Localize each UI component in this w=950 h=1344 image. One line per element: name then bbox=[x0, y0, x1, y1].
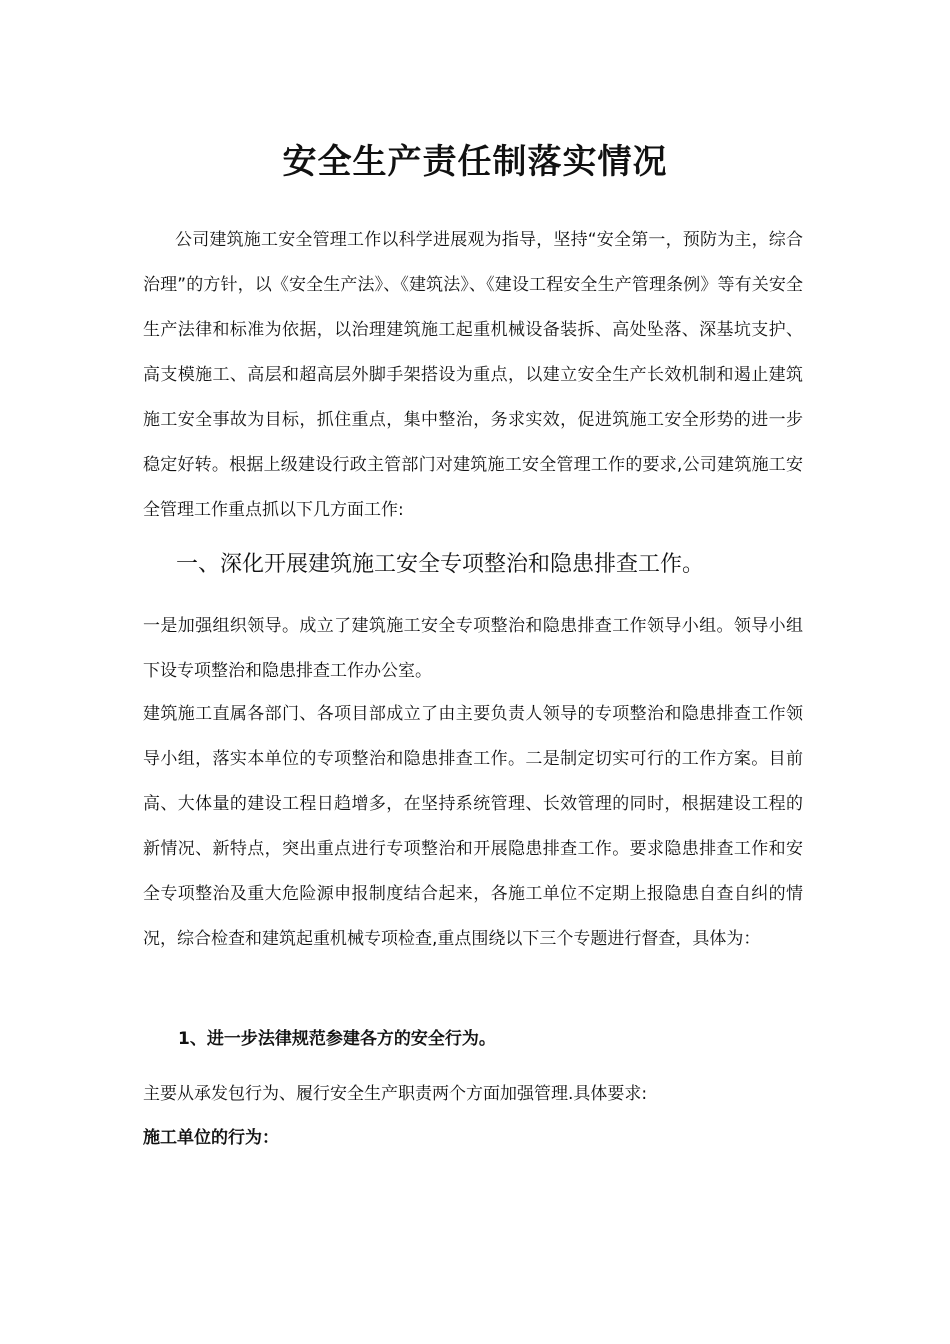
construction-unit-label: 施工单位的行为： bbox=[143, 1128, 279, 1148]
paragraph-requirements: 主要从承发包行为、履行安全生产职责两个方面加强管理.具体要求: bbox=[143, 1084, 648, 1104]
intro-paragraph: 公司建筑施工安全管理工作以科学进展观为指导，坚持“安全第一，预防为主，综合治理”的方针，以《安全生产法》、《建筑法》、《建设工程安全生产管理条例》等有关安全生产法律和标准为依据，以治理建筑施工起重机械设备装拆、高处坠落、深基坑支护、高支模施工、高层和超高层外脚手架搭设为重点，以建立安全生产长效机制和遏止建筑施工安全事故为目标，抓住重点，集中整治，务求实效，促进筑施工安全形势的进一步稳定好转。根据上级建设行政主管部门对建筑施工安全管理工作的要求,公司建筑施工安全管理工作重点抓以下几方面工作: bbox=[143, 230, 803, 520]
paragraph-work-plan: 建筑施工直属各部门、各项目部成立了由主要负责人领导的专项整治和隐患排查工作领导小组，落实本单位的专项整治和隐患排查工作。二是制定切实可行的工作方案。目前高、大体量的建设工程日趋增多，在坚持系统管理、长效管理的同时，根据建设工程的新情况、新特点，突出重点进行专项整治和开展隐患排查工作。要求隐患排查工作和安全专项整治及重大危险源申报制度结合起来，各施工单位不定期上报隐患自查自纠的情况，综合检查和建筑起重机械专项检查,重点围绕以下三个专题进行督查，具体为： bbox=[143, 704, 803, 949]
document-title: 安全生产责任制落实情况 bbox=[282, 142, 668, 182]
section-heading: 一、深化开展建筑施工安全专项整治和隐患排查工作。 bbox=[176, 552, 705, 577]
subsection-heading: 1、进一步法律规范参建各方的安全行为。 bbox=[178, 1029, 496, 1049]
paragraph-organization: 一是加强组织领导。成立了建筑施工安全专项整治和隐患排查工作领导小组。领导小组下设专项整治和隐患排查工作办公室。 bbox=[143, 616, 803, 681]
